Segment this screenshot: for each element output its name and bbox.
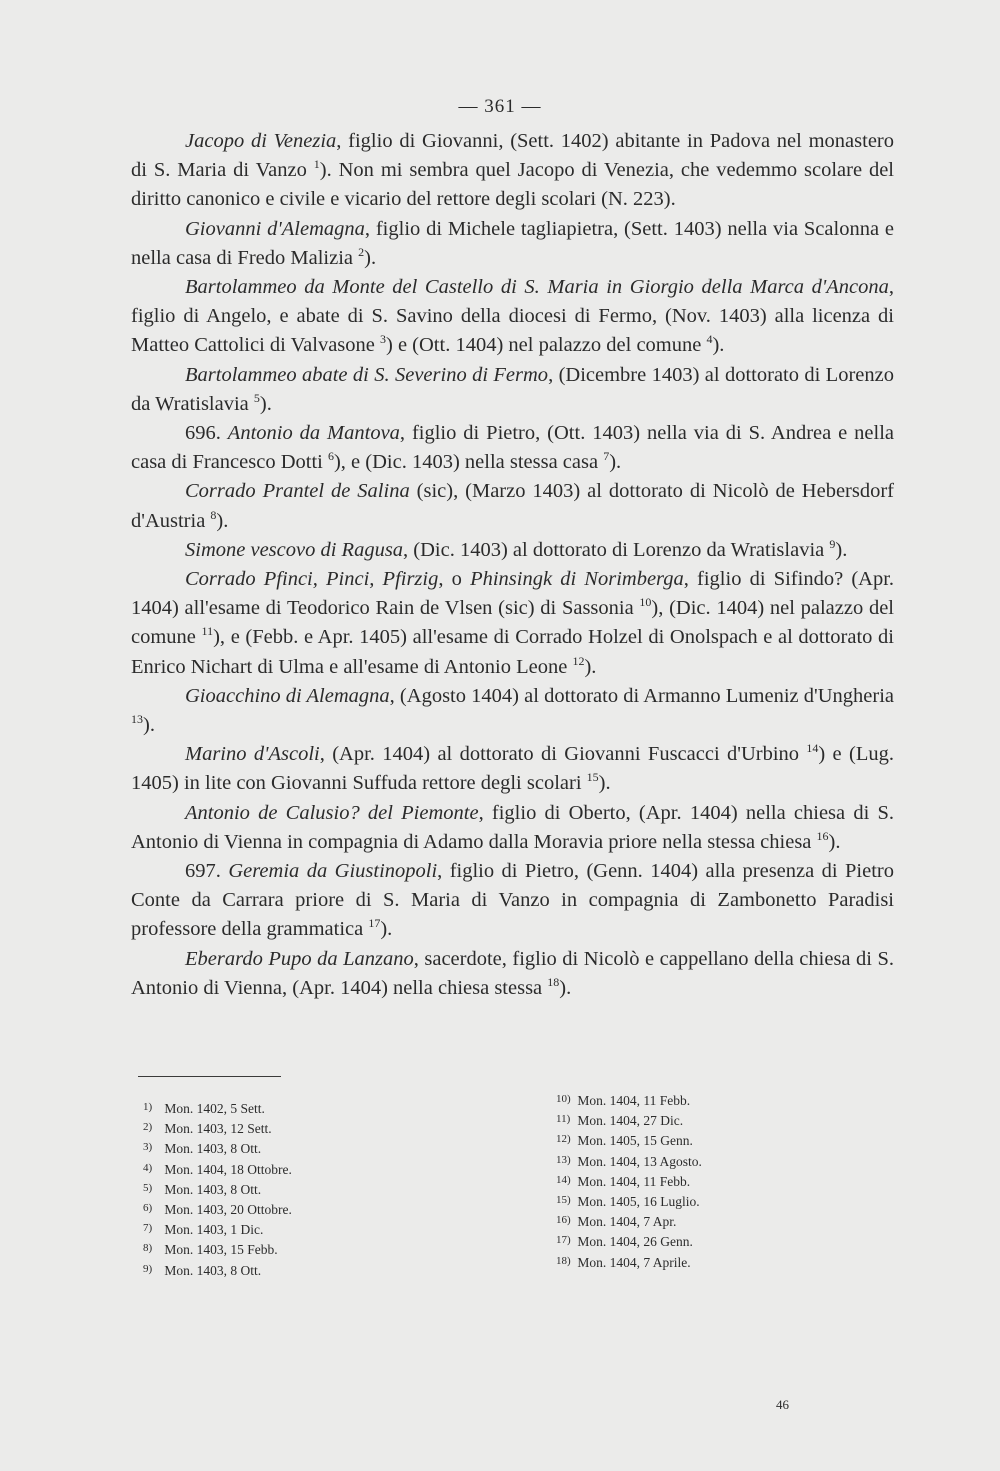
italic-name: Simone vescovo di Ragusa (185, 538, 404, 561)
sheet-number: 46 (776, 1397, 789, 1412)
footnote-mark: 9) (143, 1262, 153, 1275)
footnote (143, 1138, 403, 1158)
footnote-mark: 13) (556, 1153, 571, 1166)
footnote (143, 1219, 403, 1239)
footnote (556, 1151, 816, 1171)
footnote-text: Mon. 1405, 16 Luglio. (574, 1194, 700, 1210)
footnote (556, 1231, 816, 1251)
text-run: ). (828, 830, 841, 853)
text-run: ) e (Lug. 1405) in lite con Giovanni Suffuda rettore degli scolari (131, 743, 894, 795)
footnote (556, 1110, 816, 1130)
text-run: ), e (Febb. e Apr. 1405) all'esame di Corrado Holzel di Onolspach e al dottorato di Enrico Nichart di Ulma e all'esame di Antonio Leone (131, 626, 895, 678)
text-run: ) e (Ott. 1404) nel palazzo del comune (386, 334, 707, 357)
paragraph (131, 682, 894, 740)
footnotes-left-column (143, 1098, 403, 1280)
footnote-mark: 14) (556, 1173, 571, 1186)
text-run: ), e (Dic. 1403) nella stessa casa (333, 451, 604, 474)
text-run: , o (438, 568, 471, 591)
footnote-mark: 11) (556, 1113, 571, 1126)
text-run: ). (835, 538, 848, 561)
footnote-text: Mon. 1404, 7 Aprile. (574, 1254, 691, 1270)
footnote-ref: 5 (253, 391, 260, 405)
paragraph (131, 945, 894, 1003)
footnote-text: Mon. 1404, 11 Febb. (574, 1093, 691, 1108)
footnote (556, 1252, 816, 1272)
italic-name: Bartolammeo abate di S. Severino di Fermo (185, 363, 549, 386)
footnote (556, 1090, 816, 1110)
text-run: , figlio di Giovanni, (Sett. 1402) abitante in Padova nel monastero di S. Maria di Vanzo (131, 130, 894, 182)
paragraph (131, 740, 894, 798)
footnotes-right-column (556, 1090, 816, 1272)
italic-name: Bartolammeo da Monte del Castello di S. Maria in Giorgio della Marca d'Ancona (185, 276, 889, 299)
paragraph (131, 273, 894, 361)
italic-name: Antonio de Calusio? del Piemonte (185, 801, 479, 824)
italic-name: Gioacchino di Alemagna (185, 684, 390, 707)
footnote-mark: 6) (143, 1202, 153, 1215)
footnote-ref: 14 (806, 741, 819, 756)
text-run: (sic), (Marzo 1403) al dottorato di Nicolò de Hebersdorf d'Austria (131, 480, 895, 532)
footnote-ref: 10 (639, 595, 652, 610)
text-run: , figlio di Sifindo? (Apr. 1404) all'esame di Teodorico Rain de Vlsen (sic) di Sassonia (131, 568, 895, 620)
footnote-ref: 1 (313, 157, 320, 172)
text-run: ). (609, 451, 622, 474)
paragraph (131, 536, 894, 565)
footnote-ref: 3 (380, 332, 386, 347)
footnote-ref: 16 (816, 829, 829, 844)
footnote-mark: 18) (556, 1254, 571, 1267)
footnote (143, 1179, 403, 1199)
footnote-mark: 12) (556, 1133, 571, 1146)
paragraph (131, 477, 894, 535)
text-run: , figlio di Angelo, e abate di S. Savino della diocesi di Fermo, (Nov. 1403) alla licenza di Matteo Cattolici di Valvasone (131, 276, 894, 357)
footnote-mark: 5) (143, 1181, 153, 1194)
footnote (143, 1199, 403, 1219)
text-run: , (Apr. 1404) al dottorato di Giovanni Fuscacci d'Urbino (319, 743, 807, 766)
footnote-text: Mon. 1403, 1 Dic. (161, 1222, 264, 1238)
italic-name: Corrado Prantel de Salina (185, 480, 410, 503)
text-run: , figlio di Oberto, (Apr. 1404) nella chiesa di S. Antonio di Vienna in compagnia di Adamo dalla Moravia priore nella stessa chiesa (131, 801, 894, 853)
footnote-text: Mon. 1404, 13 Agosto. (574, 1153, 702, 1169)
footnote-ref: 2 (358, 244, 365, 259)
footnote-text: Mon. 1403, 12 Sett. (161, 1121, 272, 1137)
footnote-mark: 16) (556, 1214, 571, 1227)
text-run: ). (143, 714, 155, 737)
text-run: ), (Dic. 1404) nel palazzo del comune (131, 597, 894, 649)
footnote-ref: 13 (131, 712, 143, 727)
footnote-ref: 7 (603, 449, 610, 464)
footnote-text: Mon. 1403, 8 Ott. (161, 1181, 262, 1197)
text-run: ). Non mi sembra quel Jacopo di Venezia, che vedemmo scolare del diritto canonico e civile e vicario del rettore degli scolari (N. 223). (131, 159, 894, 211)
text-run: ). (380, 918, 393, 941)
footnote-ref: 17 (368, 916, 381, 931)
footnote-ref: 8 (210, 507, 217, 522)
italic-name: Giovanni d'Alemagna (185, 217, 365, 240)
text-run: ). (364, 246, 377, 269)
footnote-mark: 3) (143, 1141, 153, 1154)
footnote (143, 1098, 403, 1118)
footnote-mark: 2) (143, 1121, 153, 1134)
footnote-text: Mon. 1404, 18 Ottobre. (161, 1161, 292, 1177)
footnote-mark: 15) (556, 1194, 571, 1207)
text-run: ). (598, 772, 611, 795)
text-run: 696. (185, 422, 228, 445)
footnote (556, 1191, 816, 1211)
footnote-text: Mon. 1403, 8 Ott. (161, 1262, 262, 1278)
paragraph (131, 799, 894, 857)
text-run: , (Agosto 1404) al dottorato di Armanno Lumeniz d'Ungheria (389, 684, 895, 707)
footnote-mark: 17) (556, 1234, 571, 1247)
italic-name: Eberardo Pupo da Lanzano (185, 947, 414, 970)
footnote-mark: 8) (143, 1242, 153, 1255)
footnote-text: Mon. 1404, 26 Genn. (574, 1234, 693, 1250)
footnote-text: Mon. 1404, 11 Febb. (574, 1173, 691, 1189)
paragraph (131, 857, 894, 945)
paragraph (131, 565, 894, 682)
footnote-mark: 7) (143, 1222, 153, 1235)
footnote (143, 1118, 403, 1138)
text-run: , (Dicembre 1403) al dottorato di Lorenzo da Wratislavia (131, 363, 894, 415)
paragraph (131, 127, 894, 215)
text-run: , figlio di Pietro, (Genn. 1404) alla presenza di Pietro Conte da Carrara priore di S. Maria di Vanzo in compagnia di Zambonetto Paradisi professore della grammatica (131, 860, 894, 941)
footnote (556, 1171, 816, 1191)
paragraph (131, 419, 894, 477)
text-run: ). (216, 509, 229, 532)
footnote-ref: 15 (586, 770, 599, 785)
text-run: 697. (185, 860, 229, 883)
footnote (556, 1130, 816, 1150)
text-run: , figlio di Pietro, (Ott. 1403) nella via di S. Andrea e nella casa di Francesco Dotti (131, 422, 894, 474)
footnote-ref: 4 (706, 332, 713, 347)
italic-name: Marino d'Ascoli (185, 743, 320, 766)
footnote-ref: 11 (201, 624, 214, 639)
footnote-text: Mon. 1404, 27 Dic. (574, 1113, 684, 1129)
footnote-text: Mon. 1402, 5 Sett. (161, 1101, 265, 1116)
footnote-text: Mon. 1403, 15 Febb. (161, 1242, 278, 1258)
text-run: ). (712, 334, 725, 357)
footnote (556, 1211, 816, 1231)
text-run: , sacerdote, figlio di Nicolò e cappellano della chiesa di S. Antonio di Vienna, (Apr. 1404) nella chiesa stessa (131, 947, 894, 999)
text-run: ). (259, 392, 272, 415)
italic-name: Jacopo di Venezia (185, 130, 337, 152)
italic-name: Geremia da Giustinopoli (228, 860, 438, 883)
footnote (143, 1239, 403, 1259)
footnote-text: Mon. 1403, 20 Ottobre. (161, 1202, 292, 1218)
footnote-ref: 12 (572, 653, 585, 668)
footnote-divider (138, 1076, 281, 1077)
text-run: , (Dic. 1403) al dottorato di Lorenzo da Wratislavia (403, 538, 830, 561)
footnote-ref: 9 (829, 537, 836, 552)
footnote-text: Mon. 1405, 15 Genn. (574, 1133, 693, 1149)
footnote (143, 1159, 403, 1179)
body-text (131, 127, 894, 1003)
footnote-text: Mon. 1404, 7 Apr. (574, 1214, 677, 1230)
text-run: ). (584, 655, 597, 678)
paragraph (131, 215, 894, 273)
italic-name: Phinsingk di Norimberga (470, 568, 684, 591)
footnote-ref: 18 (547, 975, 560, 990)
footnote-mark: 4) (143, 1161, 153, 1174)
footnote-text: Mon. 1403, 8 Ott. (161, 1141, 262, 1157)
italic-name: Corrado Pfinci, Pinci, Pfirzig (185, 568, 439, 591)
italic-name: Antonio da Mantova (227, 422, 400, 445)
page-number: — 361 — (458, 96, 542, 117)
text-run: ). (559, 976, 572, 999)
text-run: , figlio di Michele tagliapietra, (Sett. 1403) nella via Scalonna e nella casa di Fredo Malizia (131, 217, 894, 269)
footnote-mark: 10) (556, 1093, 571, 1105)
footnote-mark: 1) (143, 1101, 153, 1113)
paragraph (131, 361, 894, 419)
footnote-ref: 6 (327, 449, 334, 464)
footnote (143, 1260, 403, 1280)
